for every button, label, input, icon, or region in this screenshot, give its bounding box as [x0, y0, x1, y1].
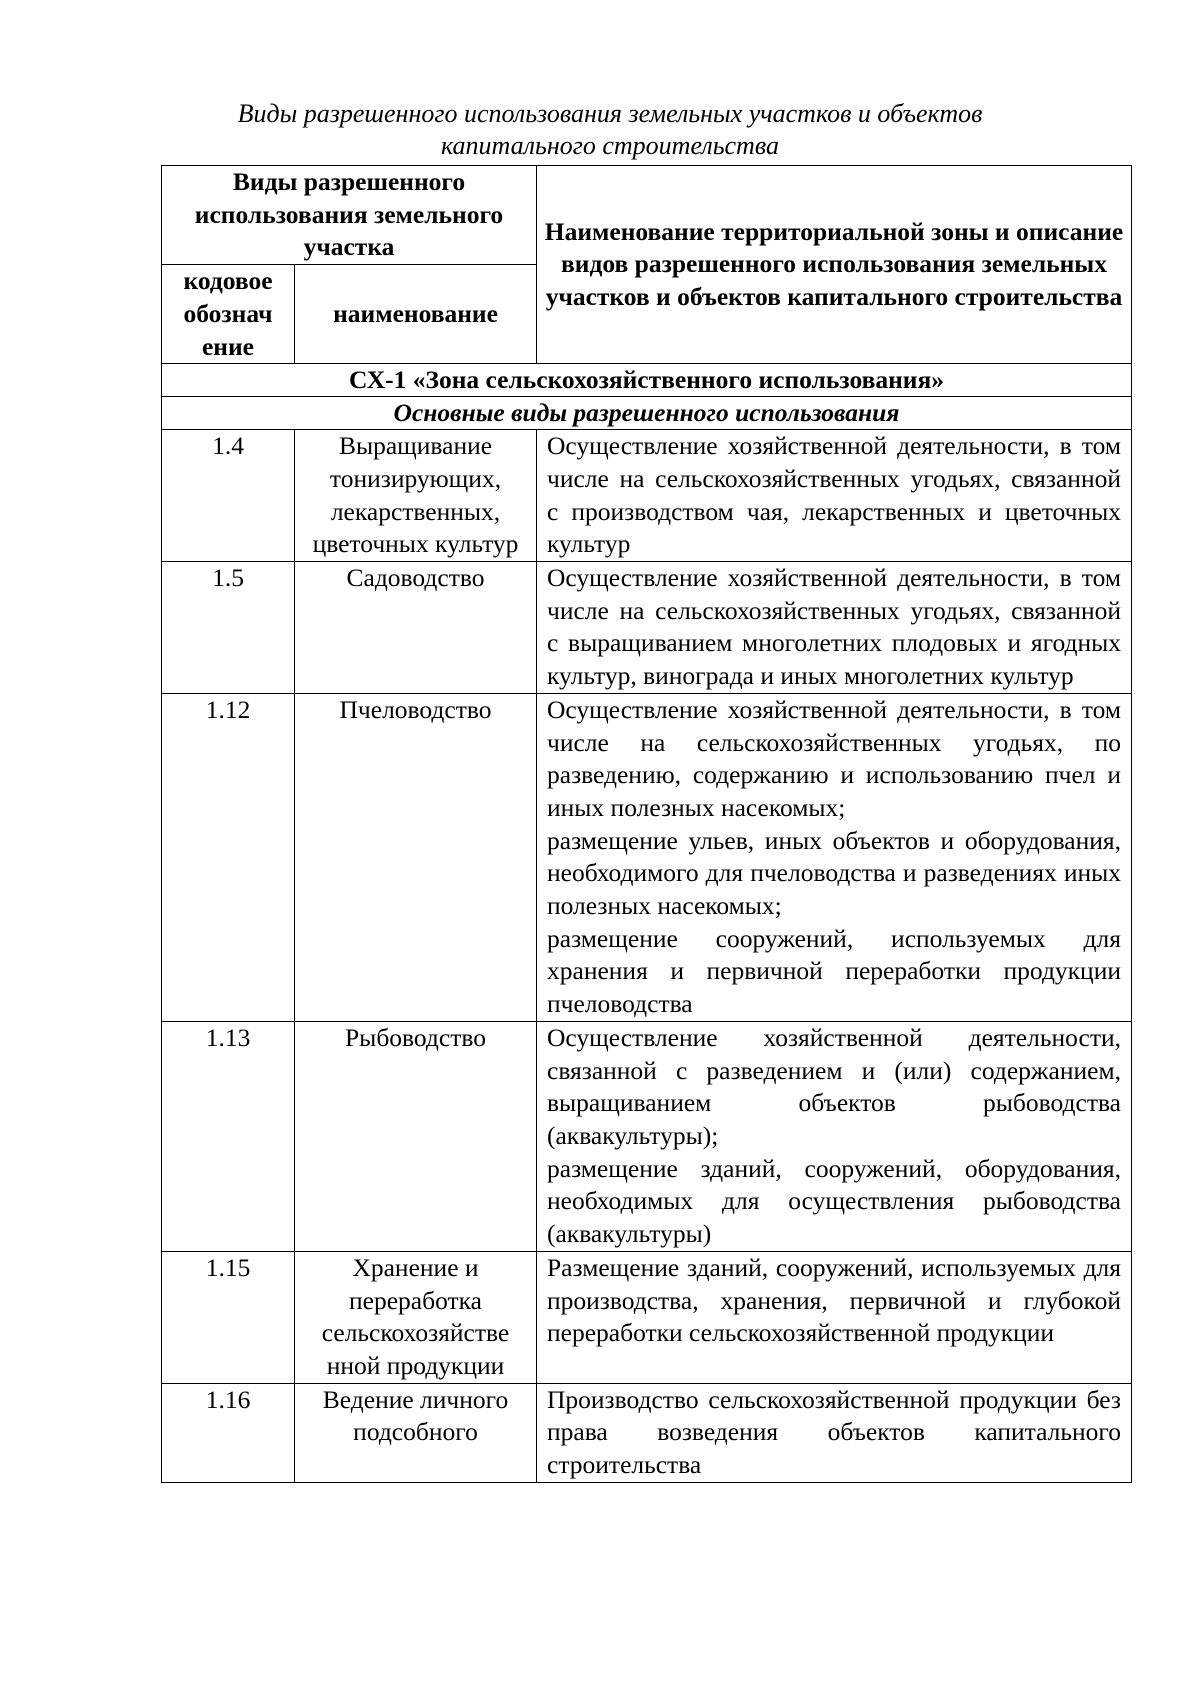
title-line-2: капитального строительства: [441, 131, 779, 160]
zone-row: [162, 364, 1132, 397]
table-row: [162, 1251, 1132, 1383]
description-paragraph: Осуществление хозяйственной деятельности, в том числе на сельскохозяйственных угодьях, связанной с выращиванием многолетних плодовых и ягодных культур, винограда и иных многолетних культур: [547, 563, 1121, 691]
table-row: [162, 693, 1132, 1021]
header-desc-label: Наименование территориальной зоны и описание видов разрешенного использования земельных участков и объектов капитального строительства: [537, 166, 1132, 364]
row-code: 1.4: [162, 430, 295, 562]
row-code: 1.5: [162, 562, 295, 694]
description-paragraph: Производство сельскохозяйственной продукции без права возведения объектов капитального строительства: [547, 1384, 1121, 1480]
table-row: [162, 1021, 1132, 1251]
header-group-label: Виды разрешенного использования земельного участка: [162, 166, 537, 265]
description-paragraph: размещение сооружений, используемых для хранения и первичной переработки продукции пчеловодства: [547, 923, 1121, 1019]
table-row: [162, 562, 1132, 694]
description-paragraph: Размещение зданий, сооружений, используемых для производства, хранения, первичной и глубокой переработки сельскохозяйственной продукции: [547, 1252, 1121, 1348]
header-row-1: [162, 166, 1132, 265]
description-paragraph: Осуществление хозяйственной деятельности, связанной с разведением и (или) содержанием, выращиванием объектов рыбоводства (аквакультуры);: [547, 1022, 1121, 1150]
row-description: [537, 1021, 1132, 1251]
row-name: Хранение и переработка сельскохозяйстве нной продукции: [295, 1251, 537, 1383]
description-paragraph: размещение ульев, иных объектов и оборудования, необходимого для пчеловодства и разведениях иных полезных насекомых;: [547, 825, 1121, 921]
row-description: [537, 693, 1132, 1021]
row-name: Садоводство: [295, 562, 537, 694]
description-paragraph: Осуществление хозяйственной деятельности, в том числе на сельскохозяйственных угодьях, по разведению, содержанию и использованию пчел и иных полезных насекомых;: [547, 694, 1121, 822]
row-name: Рыбоводство: [295, 1021, 537, 1251]
row-description: [537, 430, 1132, 562]
subsection-title: Основные виды разрешенного использования: [162, 397, 1132, 430]
row-code: 1.15: [162, 1251, 295, 1383]
header-code-label: кодовое обознач ение: [162, 265, 295, 364]
row-description: [537, 1251, 1132, 1383]
row-description: [537, 1383, 1132, 1482]
land-use-table: [161, 165, 1132, 1483]
row-description: [537, 562, 1132, 694]
description-paragraph: Осуществление хозяйственной деятельности, в том числе на сельскохозяйственных угодьях, связанной с производством чая, лекарственных и цветочных культур: [547, 431, 1121, 559]
document-title: [160, 98, 1060, 162]
title-line-1: Виды разрешенного использования земельных участков и объектов: [237, 99, 983, 128]
row-code: 1.13: [162, 1021, 295, 1251]
row-name: Пчеловодство: [295, 693, 537, 1021]
row-name: Ведение личного подсобного: [295, 1383, 537, 1482]
zone-title: СХ-1 «Зона сельскохозяйственного использования»: [162, 364, 1132, 397]
subsection-row: [162, 397, 1132, 430]
header-name-label: наименование: [295, 265, 537, 364]
row-code: 1.16: [162, 1383, 295, 1482]
table-row: [162, 1383, 1132, 1482]
row-name: Выращивание тонизирующих, лекарственных, цветочных культур: [295, 430, 537, 562]
row-code: 1.12: [162, 693, 295, 1021]
table-row: [162, 430, 1132, 562]
description-paragraph: размещение зданий, сооружений, оборудования, необходимых для осуществления рыбоводства (аквакультуры): [547, 1153, 1121, 1249]
